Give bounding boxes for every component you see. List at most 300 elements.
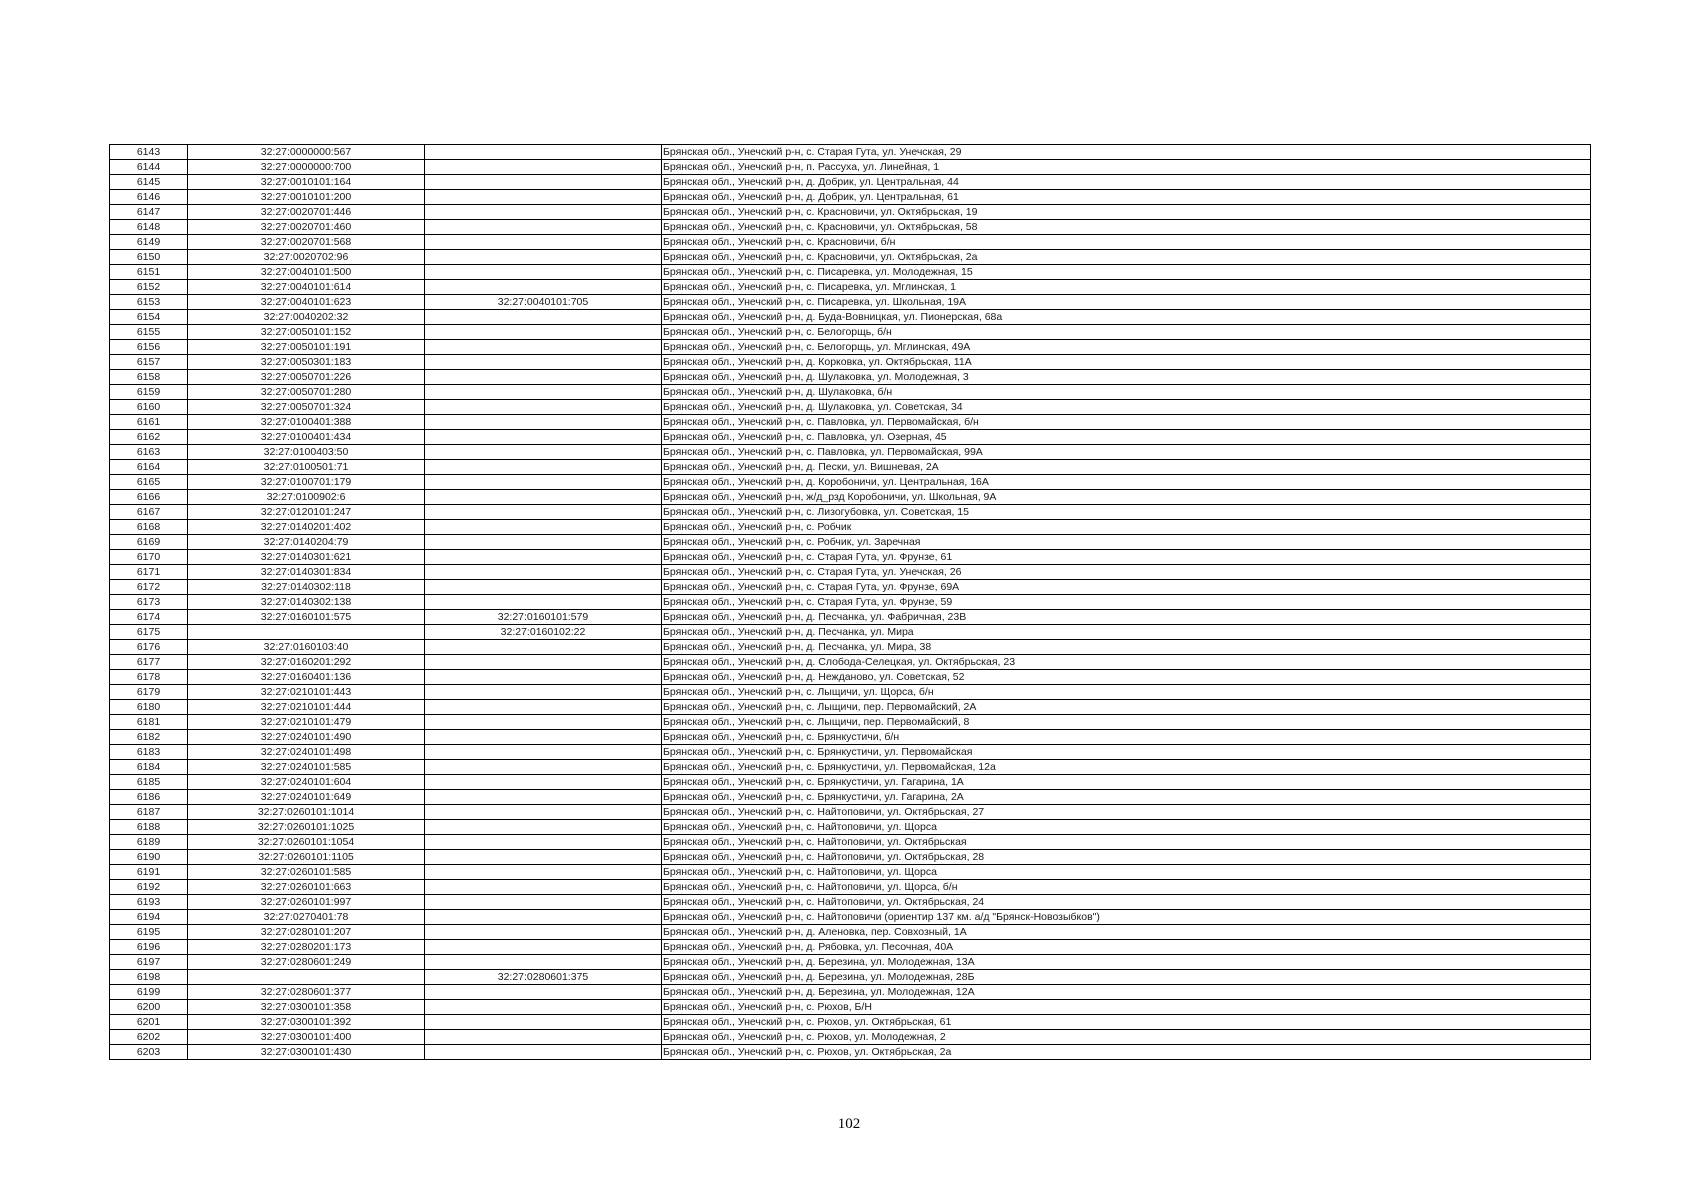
- table-row: [110, 970, 1591, 985]
- table-row: [110, 625, 1591, 640]
- address-cell: Брянская обл., Унечский р-н, с. Найтоповичи, ул. Щорса, б/н: [662, 880, 1591, 895]
- address-cell: Брянская обл., Унечский р-н, с. Найтоповичи (ориентир 137 км. а/д "Брянск-Новозыбков"): [662, 910, 1591, 925]
- table-row: [110, 730, 1591, 745]
- address-cell: Брянская обл., Унечский р-н, с. Писаревка, ул. Молодежная, 15: [662, 265, 1591, 280]
- table-row: [110, 670, 1591, 685]
- address-cell: Брянская обл., Унечский р-н, с. Брянкустичи, ул. Первомайская: [662, 745, 1591, 760]
- cadastral-number-cell: 32:27:0140302:118: [188, 580, 425, 595]
- table-row: [110, 835, 1591, 850]
- cadastral-number-cell: 32:27:0100701:179: [188, 475, 425, 490]
- related-cadastral-number-cell: [425, 190, 662, 205]
- cadastral-number-cell: 32:27:0120101:247: [188, 505, 425, 520]
- table-row: [110, 400, 1591, 415]
- cadastral-number-cell: 32:27:0160201:292: [188, 655, 425, 670]
- cadastral-number-cell: 32:27:0010101:164: [188, 175, 425, 190]
- table-row: [110, 685, 1591, 700]
- related-cadastral-number-cell: [425, 235, 662, 250]
- address-cell: Брянская обл., Унечский р-н, с. Белогорщь, ул. Мглинская, 49А: [662, 340, 1591, 355]
- table-row: [110, 370, 1591, 385]
- table-row: [110, 700, 1591, 715]
- address-cell: Брянская обл., Унечский р-н, с. Лыщичи, пер. Первомайский, 2А: [662, 700, 1591, 715]
- address-cell: Брянская обл., Унечский р-н, с. Старая Гута, ул. Фрунзе, 61: [662, 550, 1591, 565]
- cadastral-number-cell: 32:27:0000000:700: [188, 160, 425, 175]
- row-number-cell: 6166: [110, 490, 188, 505]
- row-number-cell: 6145: [110, 175, 188, 190]
- related-cadastral-number-cell: [425, 550, 662, 565]
- table-row: [110, 595, 1591, 610]
- cadastral-number-cell: 32:27:0240101:604: [188, 775, 425, 790]
- page-number: 102: [837, 1116, 861, 1132]
- address-cell: Брянская обл., Унечский р-н, д. Песчанка, ул. Фабричная, 23В: [662, 610, 1591, 625]
- table-row: [110, 985, 1591, 1000]
- related-cadastral-number-cell: [425, 475, 662, 490]
- row-number-cell: 6185: [110, 775, 188, 790]
- cadastral-number-cell: 32:27:0040101:500: [188, 265, 425, 280]
- related-cadastral-number-cell: [425, 520, 662, 535]
- cadastral-number-cell: 32:27:0300101:400: [188, 1030, 425, 1045]
- cadastral-number-cell: 32:27:0160401:136: [188, 670, 425, 685]
- related-cadastral-number-cell: [425, 670, 662, 685]
- table-row: [110, 265, 1591, 280]
- table-row: [110, 1015, 1591, 1030]
- cadastral-number-cell: 32:27:0100403:50: [188, 445, 425, 460]
- address-cell: Брянская обл., Унечский р-н, д. Песчанка, ул. Мира, 38: [662, 640, 1591, 655]
- address-cell: Брянская обл., Унечский р-н, д. Добрик, ул. Центральная, 44: [662, 175, 1591, 190]
- related-cadastral-number-cell: [425, 775, 662, 790]
- cadastral-number-cell: 32:27:0160101:575: [188, 610, 425, 625]
- row-number-cell: 6153: [110, 295, 188, 310]
- address-cell: Брянская обл., Унечский р-н, п. Рассуха, ул. Линейная, 1: [662, 160, 1591, 175]
- row-number-cell: 6175: [110, 625, 188, 640]
- cadastral-number-cell: 32:27:0210101:444: [188, 700, 425, 715]
- cadastral-number-cell: 32:27:0140204:79: [188, 535, 425, 550]
- row-number-cell: 6201: [110, 1015, 188, 1030]
- related-cadastral-number-cell: [425, 400, 662, 415]
- related-cadastral-number-cell: [425, 385, 662, 400]
- related-cadastral-number-cell: [425, 310, 662, 325]
- related-cadastral-number-cell: 32:27:0280601:375: [425, 970, 662, 985]
- cadastral-number-cell: 32:27:0050301:183: [188, 355, 425, 370]
- table-row: [110, 1030, 1591, 1045]
- cadastral-number-cell: 32:27:0210101:479: [188, 715, 425, 730]
- row-number-cell: 6150: [110, 250, 188, 265]
- cadastral-number-cell: 32:27:0260101:585: [188, 865, 425, 880]
- address-cell: Брянская обл., Унечский р-н, с. Найтоповичи, ул. Щорса: [662, 820, 1591, 835]
- related-cadastral-number-cell: [425, 340, 662, 355]
- address-cell: Брянская обл., Унечский р-н, д. Коробоничи, ул. Центральная, 16А: [662, 475, 1591, 490]
- cadastral-number-cell: 32:27:0280601:377: [188, 985, 425, 1000]
- address-cell: Брянская обл., Унечский р-н, с. Писаревка, ул. Школьная, 19А: [662, 295, 1591, 310]
- related-cadastral-number-cell: [425, 925, 662, 940]
- table-row: [110, 655, 1591, 670]
- table-row: [110, 940, 1591, 955]
- row-number-cell: 6174: [110, 610, 188, 625]
- cadastral-number-cell: 32:27:0040101:623: [188, 295, 425, 310]
- table-row: [110, 880, 1591, 895]
- table-row: [110, 640, 1591, 655]
- table-row: [110, 565, 1591, 580]
- cadastral-number-cell: 32:27:0240101:498: [188, 745, 425, 760]
- related-cadastral-number-cell: [425, 730, 662, 745]
- cadastral-number-cell: 32:27:0140302:138: [188, 595, 425, 610]
- address-cell: Брянская обл., Унечский р-н, с. Красновичи, ул. Октябрьская, 19: [662, 205, 1591, 220]
- table-row: [110, 910, 1591, 925]
- address-cell: Брянская обл., Унечский р-н, д. Березина, ул. Молодежная, 12А: [662, 985, 1591, 1000]
- address-cell: Брянская обл., Унечский р-н, д. Шулаковка, ул. Молодежная, 3: [662, 370, 1591, 385]
- row-number-cell: 6202: [110, 1030, 188, 1045]
- table-row: [110, 295, 1591, 310]
- row-number-cell: 6199: [110, 985, 188, 1000]
- cadastral-number-cell: 32:27:0100401:388: [188, 415, 425, 430]
- cadastral-number-cell: 32:27:0300101:430: [188, 1045, 425, 1060]
- address-cell: Брянская обл., Унечский р-н, с. Лыщичи, ул. Щорса, б/н: [662, 685, 1591, 700]
- address-cell: Брянская обл., Унечский р-н, с. Красновичи, ул. Октябрьская, 2а: [662, 250, 1591, 265]
- related-cadastral-number-cell: 32:27:0160101:579: [425, 610, 662, 625]
- related-cadastral-number-cell: [425, 1000, 662, 1015]
- address-cell: Брянская обл., Унечский р-н, с. Старая Гута, ул. Унечская, 26: [662, 565, 1591, 580]
- row-number-cell: 6165: [110, 475, 188, 490]
- row-number-cell: 6158: [110, 370, 188, 385]
- table-row: [110, 895, 1591, 910]
- address-cell: Брянская обл., Унечский р-н, д. Песчанка, ул. Мира: [662, 625, 1591, 640]
- cadastral-number-cell: 32:27:0050101:152: [188, 325, 425, 340]
- table-row: [110, 145, 1591, 160]
- row-number-cell: 6177: [110, 655, 188, 670]
- cadastral-number-cell: 32:27:0270401:78: [188, 910, 425, 925]
- related-cadastral-number-cell: 32:27:0040101:705: [425, 295, 662, 310]
- cadastral-number-cell: 32:27:0020701:460: [188, 220, 425, 235]
- cadastral-number-cell: 32:27:0140201:402: [188, 520, 425, 535]
- row-number-cell: 6163: [110, 445, 188, 460]
- address-cell: Брянская обл., Унечский р-н, с. Найтоповичи, ул. Октябрьская, 24: [662, 895, 1591, 910]
- table-row: [110, 520, 1591, 535]
- cadastral-number-cell: 32:27:0100902:6: [188, 490, 425, 505]
- table-row: [110, 220, 1591, 235]
- cadastral-number-cell: 32:27:0050701:280: [188, 385, 425, 400]
- table-row: [110, 820, 1591, 835]
- related-cadastral-number-cell: [425, 250, 662, 265]
- cadastral-number-cell: 32:27:0240101:585: [188, 760, 425, 775]
- address-cell: Брянская обл., Унечский р-н, д. Добрик, ул. Центральная, 61: [662, 190, 1591, 205]
- related-cadastral-number-cell: [425, 460, 662, 475]
- table-row: [110, 850, 1591, 865]
- row-number-cell: 6191: [110, 865, 188, 880]
- cadastral-number-cell: 32:27:0140301:621: [188, 550, 425, 565]
- row-number-cell: 6183: [110, 745, 188, 760]
- row-number-cell: 6154: [110, 310, 188, 325]
- table-row: [110, 1000, 1591, 1015]
- table-row: [110, 535, 1591, 550]
- row-number-cell: 6144: [110, 160, 188, 175]
- row-number-cell: 6160: [110, 400, 188, 415]
- related-cadastral-number-cell: [425, 595, 662, 610]
- related-cadastral-number-cell: [425, 850, 662, 865]
- address-cell: Брянская обл., Унечский р-н, с. Лизогубовка, ул. Советская, 15: [662, 505, 1591, 520]
- row-number-cell: 6186: [110, 790, 188, 805]
- cadastral-number-cell: 32:27:0280101:207: [188, 925, 425, 940]
- address-cell: Брянская обл., Унечский р-н, с. Робчик, ул. Заречная: [662, 535, 1591, 550]
- table-row: [110, 610, 1591, 625]
- cadastral-number-cell: 32:27:0280201:173: [188, 940, 425, 955]
- table-row: [110, 160, 1591, 175]
- address-cell: Брянская обл., Унечский р-н, д. Березина, ул. Молодежная, 28Б: [662, 970, 1591, 985]
- table-row: [110, 745, 1591, 760]
- related-cadastral-number-cell: [425, 1015, 662, 1030]
- address-cell: Брянская обл., Унечский р-н, с. Павловка, ул. Первомайская, 99А: [662, 445, 1591, 460]
- address-cell: Брянская обл., Унечский р-н, д. Нежданово, ул. Советская, 52: [662, 670, 1591, 685]
- address-cell: Брянская обл., Унечский р-н, д. Аленовка, пер. Совхозный, 1А: [662, 925, 1591, 940]
- address-cell: Брянская обл., Унечский р-н, с. Рюхов, ул. Молодежная, 2: [662, 1030, 1591, 1045]
- address-cell: Брянская обл., Унечский р-н, с. Рюхов, ул. Октябрьская, 61: [662, 1015, 1591, 1030]
- row-number-cell: 6196: [110, 940, 188, 955]
- cadastral-number-cell: 32:27:0050101:191: [188, 340, 425, 355]
- cadastral-number-cell: 32:27:0260101:1054: [188, 835, 425, 850]
- address-cell: Брянская обл., Унечский р-н, с. Красновичи, ул. Октябрьская, 58: [662, 220, 1591, 235]
- table-row: [110, 415, 1591, 430]
- row-number-cell: 6190: [110, 850, 188, 865]
- table-row: [110, 190, 1591, 205]
- table-row: [110, 235, 1591, 250]
- row-number-cell: 6162: [110, 430, 188, 445]
- row-number-cell: 6147: [110, 205, 188, 220]
- row-number-cell: 6146: [110, 190, 188, 205]
- related-cadastral-number-cell: [425, 955, 662, 970]
- row-number-cell: 6164: [110, 460, 188, 475]
- related-cadastral-number-cell: [425, 370, 662, 385]
- address-cell: Брянская обл., Унечский р-н, с. Найтоповичи, ул. Октябрьская, 28: [662, 850, 1591, 865]
- related-cadastral-number-cell: [425, 205, 662, 220]
- address-cell: Брянская обл., Унечский р-н, с. Красновичи, б/н: [662, 235, 1591, 250]
- address-cell: Брянская обл., Унечский р-н, с. Брянкустичи, ул. Гагарина, 1А: [662, 775, 1591, 790]
- cadastral-number-cell: 32:27:0040101:614: [188, 280, 425, 295]
- row-number-cell: 6193: [110, 895, 188, 910]
- related-cadastral-number-cell: [425, 490, 662, 505]
- row-number-cell: 6189: [110, 835, 188, 850]
- table-row: [110, 385, 1591, 400]
- row-number-cell: 6179: [110, 685, 188, 700]
- table-row: [110, 865, 1591, 880]
- related-cadastral-number-cell: [425, 145, 662, 160]
- row-number-cell: 6152: [110, 280, 188, 295]
- address-cell: Брянская обл., Унечский р-н, с. Брянкустичи, б/н: [662, 730, 1591, 745]
- table-row: [110, 925, 1591, 940]
- address-cell: Брянская обл., Унечский р-н, с. Найтоповичи, ул. Октябрьская, 27: [662, 805, 1591, 820]
- related-cadastral-number-cell: [425, 985, 662, 1000]
- related-cadastral-number-cell: [425, 445, 662, 460]
- cadastral-number-cell: 32:27:0260101:1014: [188, 805, 425, 820]
- related-cadastral-number-cell: [425, 430, 662, 445]
- address-cell: Брянская обл., Унечский р-н, с. Лыщичи, пер. Первомайский, 8: [662, 715, 1591, 730]
- cadastral-number-cell: 32:27:0240101:490: [188, 730, 425, 745]
- cadastral-number-cell: 32:27:0040202:32: [188, 310, 425, 325]
- table-row: [110, 775, 1591, 790]
- row-number-cell: 6151: [110, 265, 188, 280]
- cadastral-number-cell: 32:27:0240101:649: [188, 790, 425, 805]
- registry-table: [109, 144, 1591, 1060]
- table-row: [110, 250, 1591, 265]
- row-number-cell: 6149: [110, 235, 188, 250]
- table-row: [110, 1045, 1591, 1060]
- row-number-cell: 6156: [110, 340, 188, 355]
- address-cell: Брянская обл., Унечский р-н, д. Рябовка, ул. Песочная, 40А: [662, 940, 1591, 955]
- row-number-cell: 6167: [110, 505, 188, 520]
- address-cell: Брянская обл., Унечский р-н, д. Шулаковка, ул. Советская, 34: [662, 400, 1591, 415]
- cadastral-number-cell: 32:27:0000000:567: [188, 145, 425, 160]
- address-cell: Брянская обл., Унечский р-н, с. Найтоповичи, ул. Октябрьская: [662, 835, 1591, 850]
- related-cadastral-number-cell: [425, 700, 662, 715]
- row-number-cell: 6198: [110, 970, 188, 985]
- related-cadastral-number-cell: [425, 265, 662, 280]
- related-cadastral-number-cell: [425, 940, 662, 955]
- row-number-cell: 6161: [110, 415, 188, 430]
- related-cadastral-number-cell: [425, 835, 662, 850]
- related-cadastral-number-cell: [425, 910, 662, 925]
- address-cell: Брянская обл., Унечский р-н, д. Пески, ул. Вишневая, 2А: [662, 460, 1591, 475]
- row-number-cell: 6143: [110, 145, 188, 160]
- address-cell: Брянская обл., Унечский р-н, с. Рюхов, ул. Октябрьская, 2а: [662, 1045, 1591, 1060]
- table-row: [110, 445, 1591, 460]
- row-number-cell: 6187: [110, 805, 188, 820]
- related-cadastral-number-cell: [425, 325, 662, 340]
- row-number-cell: 6182: [110, 730, 188, 745]
- address-cell: Брянская обл., Унечский р-н, с. Белогорщь, б/н: [662, 325, 1591, 340]
- address-cell: Брянская обл., Унечский р-н, с. Брянкустичи, ул. Первомайская, 12а: [662, 760, 1591, 775]
- address-cell: Брянская обл., Унечский р-н, с. Найтоповичи, ул. Щорса: [662, 865, 1591, 880]
- table-row: [110, 355, 1591, 370]
- related-cadastral-number-cell: [425, 280, 662, 295]
- address-cell: Брянская обл., Унечский р-н, д. Корковка, ул. Октябрьская, 11А: [662, 355, 1591, 370]
- row-number-cell: 6178: [110, 670, 188, 685]
- related-cadastral-number-cell: [425, 760, 662, 775]
- cadastral-number-cell: 32:27:0260101:1105: [188, 850, 425, 865]
- related-cadastral-number-cell: [425, 790, 662, 805]
- cadastral-number-cell: 32:27:0210101:443: [188, 685, 425, 700]
- related-cadastral-number-cell: [425, 220, 662, 235]
- cadastral-number-cell: 32:27:0020701:446: [188, 205, 425, 220]
- row-number-cell: 6171: [110, 565, 188, 580]
- cadastral-number-cell: 32:27:0140301:834: [188, 565, 425, 580]
- cadastral-number-cell: [188, 625, 425, 640]
- table-row: [110, 805, 1591, 820]
- cadastral-number-cell: 32:27:0010101:200: [188, 190, 425, 205]
- related-cadastral-number-cell: [425, 655, 662, 670]
- cadastral-number-cell: 32:27:0100401:434: [188, 430, 425, 445]
- cadastral-number-cell: 32:27:0020702:96: [188, 250, 425, 265]
- cadastral-number-cell: 32:27:0260101:997: [188, 895, 425, 910]
- table-row: [110, 760, 1591, 775]
- row-number-cell: 6157: [110, 355, 188, 370]
- address-cell: Брянская обл., Унечский р-н, с. Рюхов, Б/Н: [662, 1000, 1591, 1015]
- cadastral-number-cell: [188, 970, 425, 985]
- row-number-cell: 6194: [110, 910, 188, 925]
- row-number-cell: 6180: [110, 700, 188, 715]
- related-cadastral-number-cell: [425, 160, 662, 175]
- related-cadastral-number-cell: [425, 355, 662, 370]
- row-number-cell: 6173: [110, 595, 188, 610]
- related-cadastral-number-cell: [425, 1045, 662, 1060]
- table-row: [110, 310, 1591, 325]
- address-cell: Брянская обл., Унечский р-н, ж/д_рзд Коробоничи, ул. Школьная, 9А: [662, 490, 1591, 505]
- row-number-cell: 6168: [110, 520, 188, 535]
- related-cadastral-number-cell: [425, 505, 662, 520]
- address-cell: Брянская обл., Унечский р-н, д. Слобода-Селецкая, ул. Октябрьская, 23: [662, 655, 1591, 670]
- address-cell: Брянская обл., Унечский р-н, с. Старая Гута, ул. Фрунзе, 59: [662, 595, 1591, 610]
- table-row: [110, 715, 1591, 730]
- related-cadastral-number-cell: [425, 685, 662, 700]
- related-cadastral-number-cell: [425, 865, 662, 880]
- table-row: [110, 505, 1591, 520]
- table-row: [110, 550, 1591, 565]
- related-cadastral-number-cell: [425, 745, 662, 760]
- table-row: [110, 430, 1591, 445]
- cadastral-number-cell: 32:27:0020701:568: [188, 235, 425, 250]
- row-number-cell: 6184: [110, 760, 188, 775]
- table-row: [110, 205, 1591, 220]
- row-number-cell: 6197: [110, 955, 188, 970]
- row-number-cell: 6192: [110, 880, 188, 895]
- address-cell: Брянская обл., Унечский р-н, с. Писаревка, ул. Мглинская, 1: [662, 280, 1591, 295]
- related-cadastral-number-cell: [425, 715, 662, 730]
- row-number-cell: 6170: [110, 550, 188, 565]
- row-number-cell: 6188: [110, 820, 188, 835]
- table-row: [110, 460, 1591, 475]
- row-number-cell: 6172: [110, 580, 188, 595]
- row-number-cell: 6148: [110, 220, 188, 235]
- related-cadastral-number-cell: [425, 895, 662, 910]
- address-cell: Брянская обл., Унечский р-н, с. Павловка, ул. Первомайская, б/н: [662, 415, 1591, 430]
- table-row: [110, 580, 1591, 595]
- related-cadastral-number-cell: [425, 640, 662, 655]
- related-cadastral-number-cell: [425, 175, 662, 190]
- cadastral-number-cell: 32:27:0280601:249: [188, 955, 425, 970]
- cadastral-number-cell: 32:27:0100501:71: [188, 460, 425, 475]
- address-cell: Брянская обл., Унечский р-н, с. Старая Гута, ул. Фрунзе, 69А: [662, 580, 1591, 595]
- related-cadastral-number-cell: [425, 880, 662, 895]
- row-number-cell: 6195: [110, 925, 188, 940]
- table-row: [110, 340, 1591, 355]
- related-cadastral-number-cell: [425, 565, 662, 580]
- address-cell: Брянская обл., Унечский р-н, с. Старая Гута, ул. Унечская, 29: [662, 145, 1591, 160]
- address-cell: Брянская обл., Унечский р-н, д. Березина, ул. Молодежная, 13А: [662, 955, 1591, 970]
- address-cell: Брянская обл., Унечский р-н, д. Буда-Вовницкая, ул. Пионерская, 68а: [662, 310, 1591, 325]
- row-number-cell: 6159: [110, 385, 188, 400]
- address-cell: Брянская обл., Унечский р-н, с. Робчик: [662, 520, 1591, 535]
- table-row: [110, 280, 1591, 295]
- table-row: [110, 175, 1591, 190]
- cadastral-number-cell: 32:27:0260101:1025: [188, 820, 425, 835]
- cadastral-number-cell: 32:27:0300101:358: [188, 1000, 425, 1015]
- row-number-cell: 6155: [110, 325, 188, 340]
- table-row: [110, 955, 1591, 970]
- address-cell: Брянская обл., Унечский р-н, с. Брянкустичи, ул. Гагарина, 2А: [662, 790, 1591, 805]
- related-cadastral-number-cell: 32:27:0160102:22: [425, 625, 662, 640]
- cadastral-number-cell: 32:27:0050701:226: [188, 370, 425, 385]
- cadastral-number-cell: 32:27:0160103:40: [188, 640, 425, 655]
- related-cadastral-number-cell: [425, 805, 662, 820]
- related-cadastral-number-cell: [425, 415, 662, 430]
- address-cell: Брянская обл., Унечский р-н, д. Шулаковка, б/н: [662, 385, 1591, 400]
- table-row: [110, 475, 1591, 490]
- row-number-cell: 6203: [110, 1045, 188, 1060]
- address-cell: Брянская обл., Унечский р-н, с. Павловка, ул. Озерная, 45: [662, 430, 1591, 445]
- row-number-cell: 6181: [110, 715, 188, 730]
- table-row: [110, 325, 1591, 340]
- registry-table-body: [110, 145, 1591, 1060]
- related-cadastral-number-cell: [425, 1030, 662, 1045]
- cadastral-number-cell: 32:27:0260101:663: [188, 880, 425, 895]
- row-number-cell: 6176: [110, 640, 188, 655]
- table-row: [110, 790, 1591, 805]
